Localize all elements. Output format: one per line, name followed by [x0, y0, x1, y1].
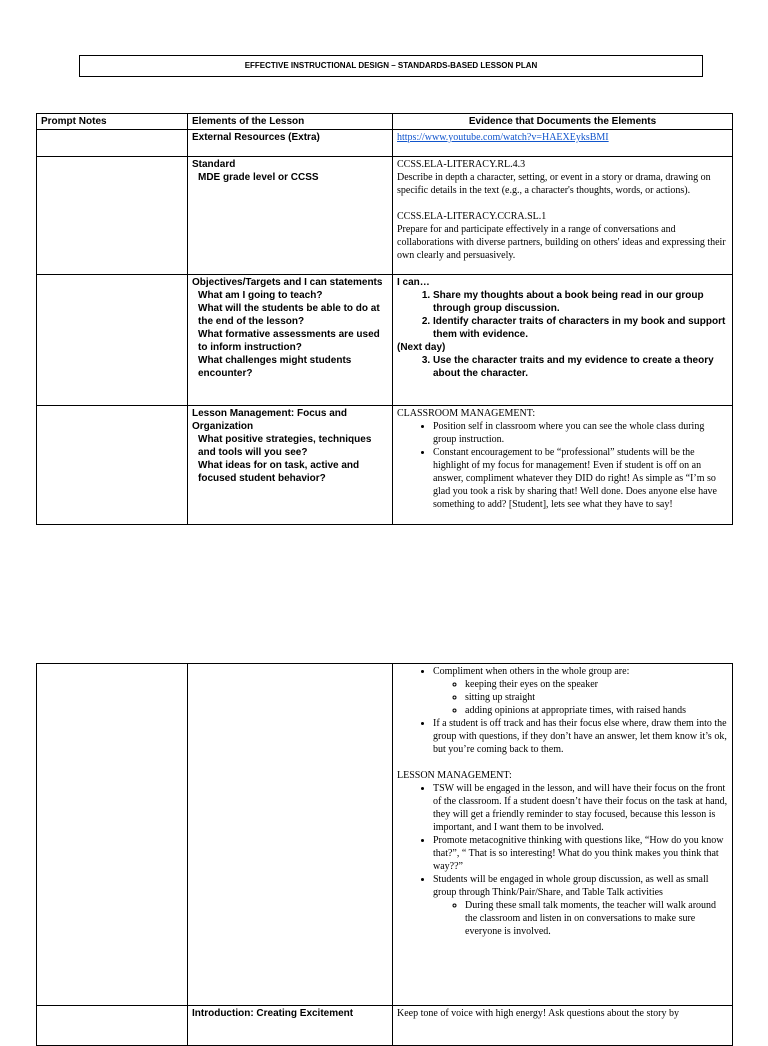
sub-list-item: ◦ adding opinions at appropriate times, with raised hands [465, 704, 728, 717]
objectives-question-4: What challenges might students encounter? [198, 355, 352, 379]
list-item: • Constant encouragement to be “professional” students will be the highlight of my focus for management! Even if student is off on an answer, compliment whatever they DID do right! As simple as “I’m so glad you took a risk by sharing that! Well done. Does anyone else have something to add? [Student], lets see what they have to say! [433, 446, 728, 511]
standard-label: Standard [192, 159, 236, 170]
standard-desc-1: Describe in depth a character, setting, or event in a story or drama, drawing on specific details in the text (e.g., a character's thoughts, words, or actions). [397, 172, 711, 196]
lesson-plan-table-page-1 [36, 113, 733, 525]
standard-sublabel: MDE grade level or CCSS [198, 172, 319, 183]
lesson-management-list [397, 782, 728, 938]
prompt-notes-cell [37, 406, 188, 525]
standard-evidence-cell [393, 157, 733, 275]
standard-code-1: CCSS.ELA-LITERACY.RL.4.3 [397, 159, 526, 170]
table-header-row [37, 114, 733, 130]
list-item: • Position self in classroom where you can see the whole class during group instruction. [433, 420, 728, 446]
classroom-management-heading: CLASSROOM MANAGEMENT: [397, 408, 536, 419]
next-day-label: (Next day) [397, 342, 446, 353]
sub-list-item: ◦ keeping their eyes on the speaker [465, 678, 728, 691]
lesson-management-heading: LESSON MANAGEMENT: [397, 770, 512, 781]
objective-item: 1. Share my thoughts about a book being read in our group through group discussion. [433, 289, 728, 315]
objectives-label-cell [188, 275, 393, 406]
external-resources-row [37, 130, 733, 157]
prompt-notes-cell [37, 1006, 188, 1046]
objectives-list [397, 289, 728, 341]
management-continued-row [37, 664, 733, 1006]
management-evidence-cell [393, 406, 733, 525]
introduction-label: Introduction: Creating Excitement [188, 1006, 393, 1046]
sub-list-item: ◦ During these small talk moments, the teacher will walk around the classroom and listen in on conversations to make sure everyone is involved. [465, 899, 728, 938]
external-resources-cell [393, 130, 733, 157]
introduction-evidence: Keep tone of voice with high energy! Ask questions about the story by [393, 1006, 733, 1046]
elements-header: Elements of the Lesson [188, 114, 393, 130]
elements-cell [188, 664, 393, 1006]
prompt-notes-cell [37, 275, 188, 406]
management-question-2: What ideas for on task, active and focused student behavior? [198, 460, 360, 484]
i-can-heading: I can… [397, 277, 430, 288]
document-title: EFFECTIVE INSTRUCTIONAL DESIGN – STANDARDS-BASED LESSON PLAN [79, 55, 703, 77]
list-item: • Students will be engaged in whole group discussion, as well as small group through Think/Pair/Share, and Table Talk activities ◦ During these small talk moments, the teacher will walk around the classroom and listen in on conversations to make sure everyone is involved. [433, 873, 728, 938]
introduction-row [37, 1006, 733, 1046]
management-label-cell [188, 406, 393, 525]
objectives-question-1: What am I going to teach? [198, 290, 323, 301]
prompt-notes-cell [37, 130, 188, 157]
sub-list-item: ◦ sitting up straight [465, 691, 728, 704]
standard-label-cell [188, 157, 393, 275]
compliment-sublist [433, 678, 728, 717]
list-item: • Promote metacognitive thinking with questions like, “How do you know that?”, “ That is so interesting! What do you think makes you think that way??” [433, 834, 728, 873]
prompt-notes-cell [37, 157, 188, 275]
small-talk-sublist [433, 899, 728, 938]
lesson-plan-table-page-2 [36, 663, 733, 1046]
management-continued-cell [393, 664, 733, 1006]
list-item: • TSW will be engaged in the lesson, and will have their focus on the front of the classroom. If a student doesn’t have their focus on the task at hand, they will get a friendly reminder to stay focused, because this lesson is important, and I want them to be involved. [433, 782, 728, 834]
prompt-notes-header: Prompt Notes [37, 114, 188, 130]
objectives-question-2: What will the students be able to do at the end of the lesson? [198, 303, 380, 327]
compliment-list [397, 665, 728, 756]
standard-code-2: CCSS.ELA-LITERACY.CCRA.SL.1 [397, 211, 547, 222]
management-row [37, 406, 733, 525]
objectives-evidence-cell [393, 275, 733, 406]
objectives-label: Objectives/Targets and I can statements [192, 277, 383, 288]
prompt-notes-cell [37, 664, 188, 1006]
objectives-row [37, 275, 733, 406]
management-question-1: What positive strategies, techniques and tools will you see? [198, 434, 372, 458]
classroom-management-list [397, 420, 728, 511]
evidence-header: Evidence that Documents the Elements [393, 114, 733, 130]
objectives-list-next-day [397, 354, 728, 380]
standard-desc-2: Prepare for and participate effectively in a range of conversations and collaborations with diverse partners, building on others' ideas and expressing their own clearly and persuasively. [397, 224, 726, 261]
management-label: Lesson Management: Focus and Organization [192, 408, 348, 432]
external-resources-label: External Resources (Extra) [188, 130, 393, 157]
objectives-question-3: What formative assessments are used to inform instruction? [198, 329, 380, 353]
objective-item: 3. Use the character traits and my evidence to create a theory about the character. [433, 354, 728, 380]
list-item: • Compliment when others in the whole group are: ◦ keeping their eyes on the speaker ◦ sitting up straight ◦ adding opinions at appropriate times, with raised hands [433, 665, 728, 717]
youtube-link[interactable]: https://www.youtube.com/watch?v=HAEXEyksBMI [397, 132, 609, 143]
objective-item: 2. Identify character traits of characters in my book and support them with evidence. [433, 315, 728, 341]
standard-row [37, 157, 733, 275]
list-item: • If a student is off track and has their focus else where, draw them into the group with questions, if they don’t have an answer, let them know it’s ok, but you’re coming back to them. [433, 717, 728, 756]
